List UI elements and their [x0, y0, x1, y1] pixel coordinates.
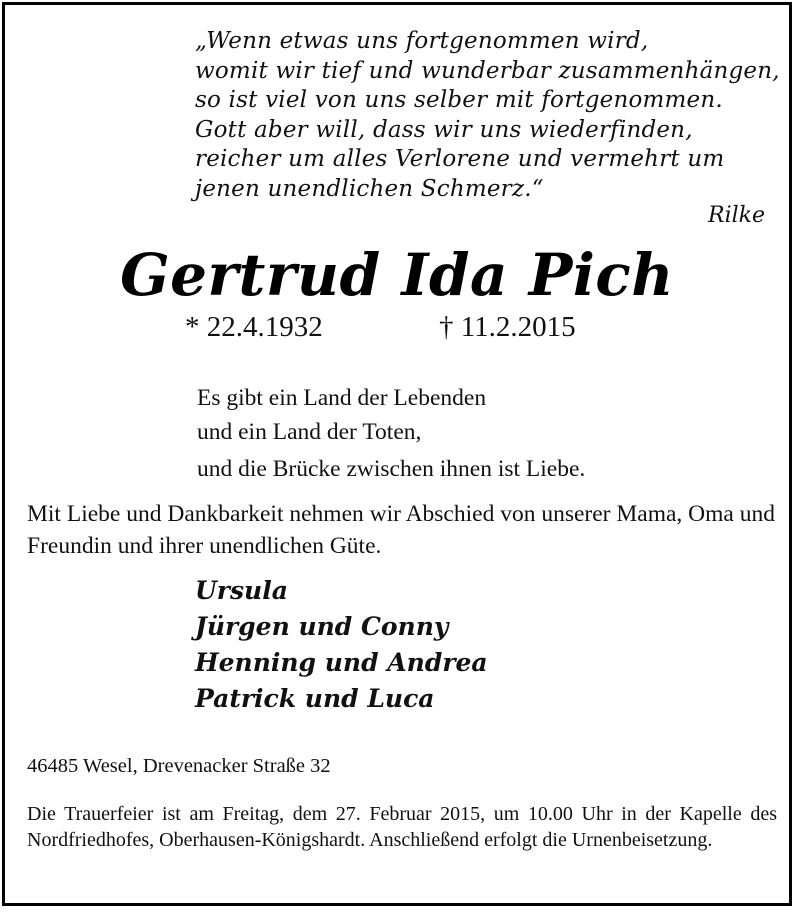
family-name: Ursula — [195, 576, 288, 605]
verse-line: und ein Land der Toten, — [197, 419, 422, 445]
poem-line: „Wenn etwas uns fortgenommen wird, — [195, 28, 649, 54]
verse-line: Es gibt ein Land der Lebenden — [197, 385, 487, 411]
deceased-name: Gertrud Ida Pich — [120, 241, 674, 309]
obituary-frame — [2, 2, 792, 906]
verse-line: und die Brücke zwischen ihnen ist Liebe. — [197, 456, 586, 482]
family-signatures — [195, 573, 488, 717]
service-info: Die Trauerfeier ist am Freitag, dem 27. Februar 2015, um 10.00 Uhr in der Kapelle des Nordfriedhofes, Oberhausen-Königshardt. Anschließend erfolgt die Urnenbeisetzung. — [27, 803, 777, 851]
poem-line: so ist viel von uns selber mit fortgenommen. — [195, 87, 723, 114]
poem-quote — [195, 27, 780, 205]
poem-line: womit wir tief und wunderbar zusammenhängen, — [195, 57, 780, 84]
death-date: † 11.2.2015 — [439, 311, 576, 343]
poem-line: reicher um alles Verlorene und vermehrt um — [195, 146, 725, 173]
poem-line: jenen unendlichen Schmerz.“ — [195, 175, 544, 202]
poem-author: Rilke — [708, 203, 765, 228]
poem-line: Gott aber will, dass wir uns wiederfinden, — [195, 116, 693, 143]
address: 46485 Wesel, Drevenacker Straße 32 — [27, 755, 331, 777]
family-name: Jürgen und Conny — [195, 612, 449, 641]
family-name: Henning und Andrea — [195, 648, 488, 677]
family-name: Patrick und Luca — [195, 684, 435, 713]
verse — [197, 381, 585, 486]
birth-date: * 22.4.1932 — [185, 311, 323, 343]
farewell-text: Mit Liebe und Dankbarkeit nehmen wir Abschied von unserer Mama, Oma und Freundin und ihrer unendlichen Güte. — [27, 501, 775, 559]
